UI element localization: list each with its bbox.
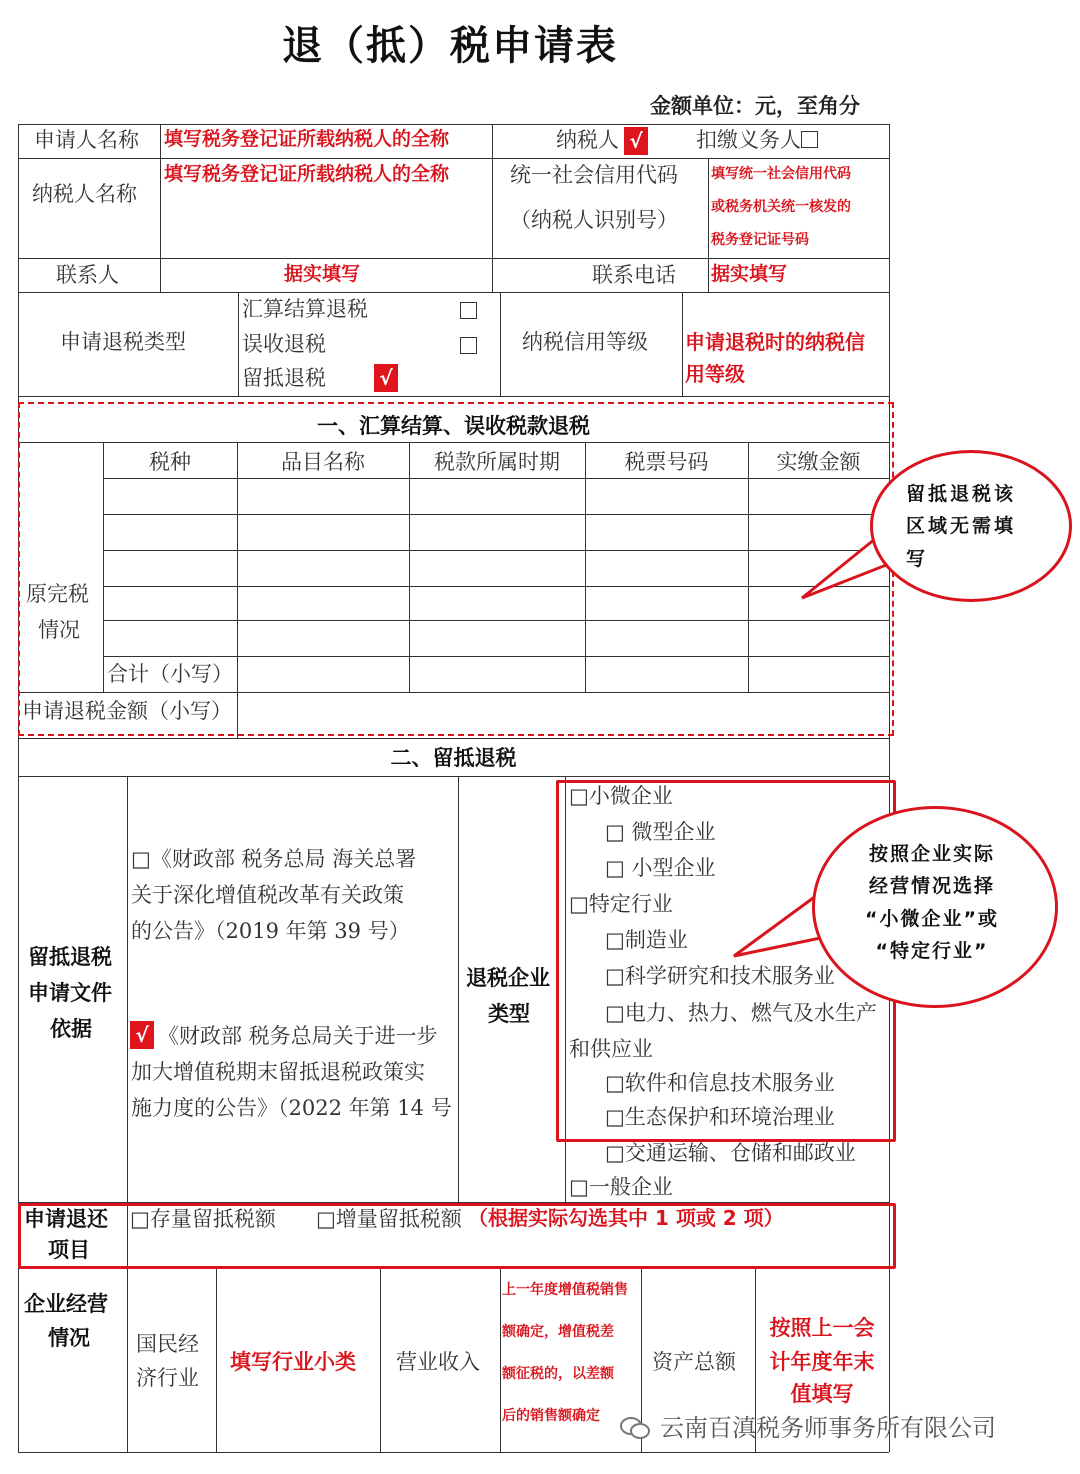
type-micro[interactable]: □ 微型企业 (605, 820, 716, 844)
withholder-option-label: 扣缴义务人 (696, 128, 801, 152)
industry-label-2: 济行业 (136, 1366, 199, 1390)
taxpayer-option-label: 纳税人 (556, 128, 619, 152)
credit-level-value-1[interactable]: 申请退税时的纳税信 (685, 330, 865, 354)
taxpayer-option[interactable] (556, 128, 619, 153)
refund-item-highlight (18, 1203, 896, 1269)
assets-value-3: 值填写 (790, 1382, 854, 1406)
refund-item-label-2: 项目 (48, 1238, 90, 1262)
original-tax-label-1: 原完税 (26, 582, 89, 606)
refund-item-stock[interactable]: □存量留抵税额 (130, 1207, 276, 1231)
basis-doc2-checkmark-icon[interactable]: √ (130, 1021, 154, 1049)
refund-type-settlement: 汇算结算退税 (242, 297, 368, 321)
revenue-value-3: 额征税的，以差额 (502, 1366, 614, 1382)
business-label-1: 企业经营 (24, 1292, 108, 1316)
section2-title: 二、留抵退税 (390, 746, 517, 770)
type-manufacturing[interactable]: □制造业 (605, 928, 688, 952)
refund-type-label: 申请退税类型 (60, 330, 186, 354)
assets-label: 资产总额 (652, 1350, 736, 1374)
settlement-checkbox-icon[interactable] (460, 302, 477, 319)
type-software[interactable]: □软件和信息技术服务业 (605, 1071, 835, 1095)
col-tax-type: 税种 (149, 450, 191, 474)
revenue-label: 营业收入 (396, 1350, 480, 1374)
total-label: 合计（小写） (107, 662, 233, 686)
assets-value-2: 计年度年末 (769, 1350, 875, 1374)
credit-level-value-2: 用等级 (685, 362, 745, 386)
original-tax-label-2: 情况 (38, 618, 80, 642)
type-utilities[interactable]: □电力、热力、燃气及水生产 (605, 1001, 877, 1025)
col-ticket-number: 税票号码 (624, 450, 709, 474)
basis-doc2-line-3: 施力度的公告》（2022 年第 14 号 (131, 1096, 452, 1120)
basis-doc1-line-3: 的公告》（2019 年第 39 号） (131, 919, 410, 943)
basis-doc1-line-1[interactable]: □《财政部 税务总局 海关总署 (131, 847, 417, 871)
type-general[interactable]: □一般企业 (569, 1175, 673, 1199)
basis-doc1-line-2: 关于深化增值税改革有关政策 (131, 883, 404, 907)
callout2-line-4: “特定行业” (875, 939, 989, 962)
col-item-name: 品目名称 (281, 450, 365, 474)
section1-dashed-frame (18, 402, 894, 736)
basis-doc2-line-1: 《财政部 税务总局关于进一步 (158, 1024, 438, 1048)
taxpayer-name-label: 纳税人名称 (32, 182, 137, 206)
wechat-icon (620, 1416, 650, 1440)
revenue-value-1[interactable]: 上一年度增值税销售 (502, 1282, 628, 1298)
phone-value[interactable]: 据实填写 (711, 263, 788, 285)
refund-type-credit: 留抵退税 (242, 366, 326, 390)
type-ecology[interactable]: □生态保护和环境治理业 (605, 1105, 835, 1129)
refund-item-label-1: 申请退还 (24, 1207, 108, 1231)
business-label-2: 情况 (48, 1326, 90, 1350)
basis-doc2-line-2: 加大增值税期末留抵退税政策实 (131, 1060, 425, 1084)
callout2-line-1: 按照企业实际 (868, 843, 995, 865)
callout2-line-3: “小微企业”或 (865, 907, 999, 930)
industry-value[interactable]: 填写行业小类 (230, 1350, 356, 1374)
type-small[interactable]: □ 小型企业 (605, 856, 716, 880)
callout1-line-2: 区域无需填 (906, 515, 1017, 538)
credit-code-value-2: 或税务机关统一核发的 (711, 199, 851, 215)
credit-refund-checkmark-icon[interactable]: √ (374, 364, 398, 392)
basis-label-2: 申请文件 (28, 981, 112, 1005)
callout1-line-1: 留抵退税该 (906, 483, 1017, 505)
contact-value[interactable]: 据实填写 (284, 263, 361, 285)
credit-code-value-1[interactable]: 填写统一社会信用代码 (711, 166, 851, 182)
applicant-label: 申请人名称 (34, 128, 139, 152)
type-utilities-cont: 和供应业 (569, 1037, 653, 1061)
enterprise-type-label-2: 类型 (488, 1002, 530, 1026)
applicant-value[interactable]: 填写税务登记证所载纳税人的全称 (164, 128, 450, 150)
col-paid-amount: 实缴金额 (776, 450, 861, 474)
basis-label-1: 留抵退税 (28, 945, 112, 969)
amount-unit: 金额单位：元，至角分 (650, 94, 860, 118)
refund-amount-label: 申请退税金额（小写） (22, 699, 232, 723)
phone-label: 联系电话 (592, 263, 676, 287)
watermark-text: 云南百滇税务师事务所有限公司 (660, 1414, 996, 1442)
taxpayer-checkmark-icon[interactable]: √ (624, 127, 648, 155)
type-small-micro[interactable]: □小微企业 (569, 784, 673, 808)
callout2-line-2: 经营情况选择 (868, 875, 995, 898)
contact-label: 联系人 (56, 263, 119, 287)
type-research[interactable]: □科学研究和技术服务业 (605, 964, 835, 988)
col-tax-period: 税款所属时期 (434, 450, 560, 474)
enterprise-type-label-1: 退税企业 (466, 966, 550, 990)
callout1-line-3: 写 (906, 547, 929, 570)
basis-label-3: 依据 (50, 1017, 92, 1041)
page-title: 退（抵）税申请表 (282, 23, 618, 69)
industry-label-1: 国民经 (136, 1332, 199, 1356)
withholder-checkbox-icon[interactable] (801, 131, 818, 148)
credit-code-label-2: （纳税人识别号） (510, 208, 678, 232)
type-transport[interactable]: □交通运输、仓储和邮政业 (605, 1141, 856, 1165)
refund-type-mistaken: 误收退税 (242, 332, 326, 356)
assets-value-1[interactable]: 按照上一会 (769, 1316, 875, 1340)
section1-title: 一、汇算结算、误收税款退税 (317, 414, 590, 438)
type-specific-industry[interactable]: □特定行业 (569, 892, 673, 916)
credit-level-label: 纳税信用等级 (522, 330, 648, 354)
watermark (620, 1408, 996, 1443)
revenue-value-2: 额确定，增值税差 (502, 1324, 614, 1340)
credit-code-value-3: 税务登记证号码 (711, 232, 809, 248)
mistaken-checkbox-icon[interactable] (460, 337, 477, 354)
taxpayer-name-value[interactable]: 填写税务登记证所载纳税人的全称 (164, 163, 450, 185)
refund-item-increment[interactable]: □增量留抵税额 (316, 1207, 462, 1231)
refund-item-note: （根据实际勾选其中 1 项或 2 项） (468, 1206, 784, 1230)
revenue-value-4: 后的销售额确定 (502, 1408, 600, 1424)
withholder-option[interactable] (696, 128, 818, 153)
credit-code-label-1: 统一社会信用代码 (510, 163, 678, 187)
